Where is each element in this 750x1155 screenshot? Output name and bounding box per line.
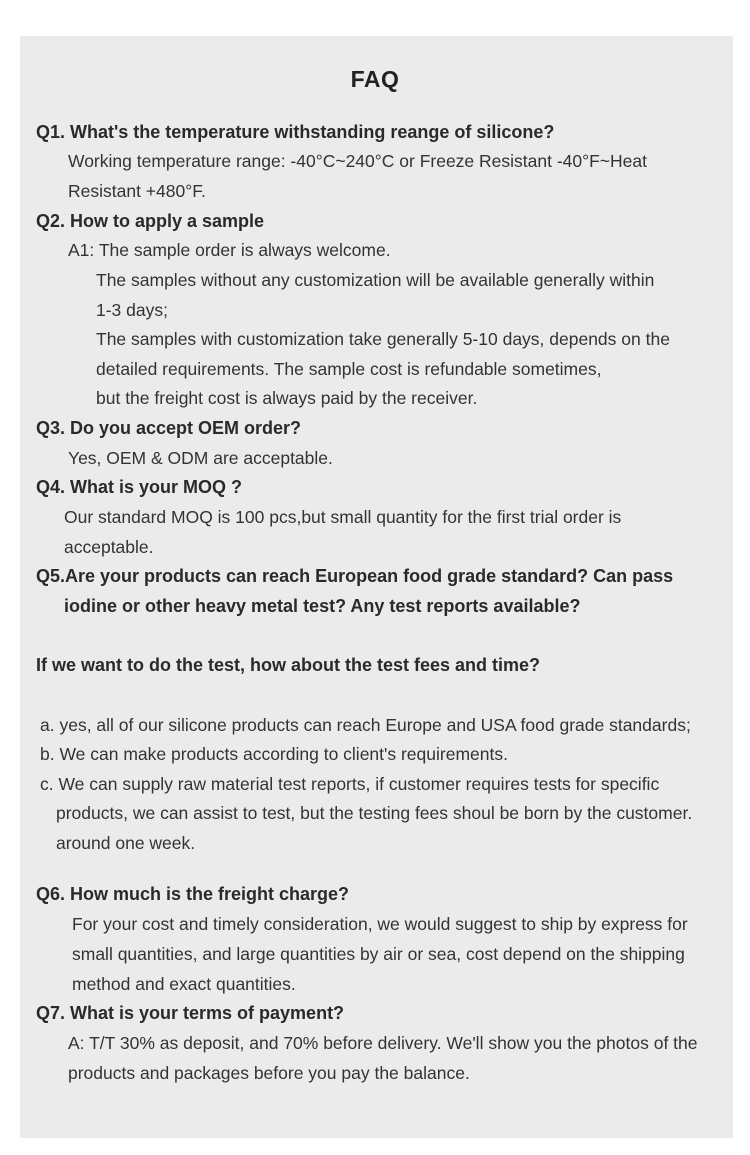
q6-question: Q6. How much is the freight charge? bbox=[36, 884, 350, 904]
q2-line2: 1-3 days; bbox=[96, 300, 168, 320]
q6-answer-line1: For your cost and timely consideration, we would suggest to ship by express for bbox=[72, 914, 688, 934]
q5-answer-c2: products, we can assist to test, but the testing fees shoul be born by the customer. bbox=[56, 803, 693, 823]
q2-line3: The samples with customization take generally 5-10 days, depends on the bbox=[96, 329, 670, 349]
q2-line1: The samples without any customization will be available generally within bbox=[96, 270, 655, 290]
faq-title: FAQ bbox=[350, 66, 400, 92]
q5-answer-b: b. We can make products according to client's requirements. bbox=[40, 744, 508, 764]
q5-answer-c1: c. We can supply raw material test reports, if customer requires tests for specific bbox=[40, 774, 660, 794]
q5-answer-a: a. yes, all of our silicone products can reach Europe and USA food grade standards; bbox=[40, 715, 691, 735]
q7-answer-line1: A: T/T 30% as deposit, and 70% before delivery. We'll show you the photos of the bbox=[68, 1033, 698, 1053]
q3-question: Q3. Do you accept OEM order? bbox=[36, 418, 302, 438]
q2-question: Q2. How to apply a sample bbox=[36, 211, 265, 231]
q7-answer-line2: products and packages before you pay the balance. bbox=[68, 1063, 470, 1083]
q6-answer-line2: small quantities, and large quantities by air or sea, cost depend on the shipping bbox=[72, 944, 685, 964]
q3-answer: Yes, OEM & ODM are acceptable. bbox=[68, 448, 333, 468]
q2-line5: but the freight cost is always paid by the receiver. bbox=[96, 388, 478, 408]
q2-a1-intro: A1: The sample order is always welcome. bbox=[68, 240, 391, 260]
q1-answer-line1: Working temperature range: -40°C~240°C or Freeze Resistant -40°F~Heat bbox=[68, 151, 647, 171]
q6-answer-line3: method and exact quantities. bbox=[72, 974, 296, 994]
q5-question-line2: iodine or other heavy metal test? Any test reports available? bbox=[64, 596, 581, 616]
q5-question-line3: If we want to do the test, how about the test fees and time? bbox=[36, 655, 541, 675]
q2-line4: detailed requirements. The sample cost is refundable sometimes, bbox=[96, 359, 602, 379]
q7-question: Q7. What is your terms of payment? bbox=[36, 1003, 345, 1023]
q1-question: Q1. What's the temperature withstanding reange of silicone? bbox=[36, 122, 555, 142]
q4-answer-line1: Our standard MOQ is 100 pcs,but small quantity for the first trial order is bbox=[64, 507, 622, 527]
q4-answer-line2: acceptable. bbox=[64, 537, 154, 557]
q1-answer-line2: Resistant +480°F. bbox=[68, 181, 206, 201]
q5-answer-c3: around one week. bbox=[56, 833, 196, 853]
q4-question: Q4. What is your MOQ ? bbox=[36, 477, 243, 497]
q5-question-line1: Q5.Are your products can reach European food grade standard? Can pass bbox=[36, 566, 674, 586]
